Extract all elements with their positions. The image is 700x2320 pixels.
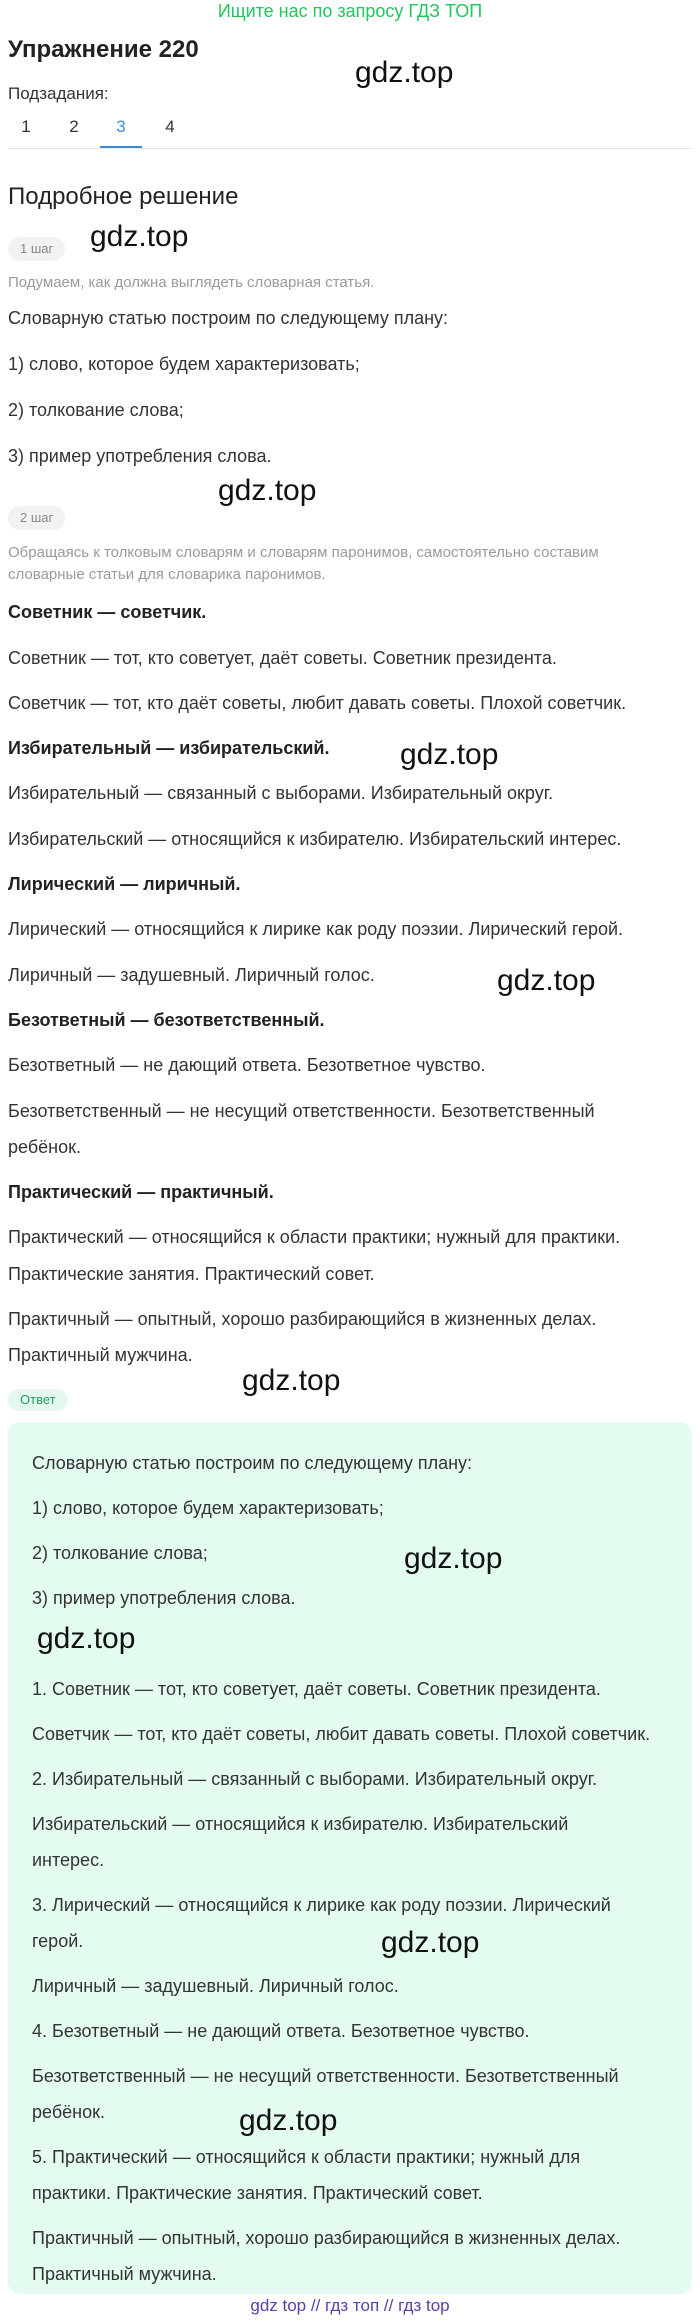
subtasks-label: Подзадания: — [8, 84, 109, 103]
pair-definition: Безответственный — не несущий ответственности. Безответственный — [8, 1101, 595, 1121]
answer-line: Советчик — тот, кто даёт советы, любит давать советы. Плохой советчик. — [32, 1724, 651, 1744]
tab-4[interactable]: 4 — [165, 117, 175, 136]
pair-definition: Избирательный — связанный с выборами. Избирательный округ. — [8, 783, 554, 803]
pair-definition: Практичный мужчина. — [8, 1345, 193, 1365]
watermark: gdz.top — [381, 1926, 480, 1959]
step-1-line: Словарную статью построим по следующему плану: — [8, 308, 449, 328]
watermark: gdz.top — [218, 474, 317, 507]
watermark: gdz.top — [497, 964, 596, 997]
answer-line: 2. Избирательный — связанный с выборами. Избирательный округ. — [32, 1769, 598, 1789]
step-1-line: 1) слово, которое будем характеризовать; — [8, 354, 360, 374]
pair-definition: Практический — относящийся к области практики; нужный для практики. — [8, 1227, 621, 1247]
pair-definition: Советчик — тот, кто даёт советы, любит давать советы. Плохой советчик. — [8, 693, 627, 713]
step-1-hint: Подумаем, как должна выглядеть словарная статья. — [8, 274, 375, 291]
footer-link[interactable]: гдз top — [398, 2296, 450, 2315]
watermark: gdz.top — [37, 1622, 136, 1655]
tab-2[interactable]: 2 — [69, 117, 79, 136]
watermark: gdz.top — [239, 2104, 338, 2137]
pair-definition: Лирический — относящийся к лирике как роду поэзии. Лирический герой. — [8, 919, 624, 939]
answer-line: 1) слово, которое будем характеризовать; — [32, 1498, 384, 1518]
tab-1[interactable]: 1 — [21, 117, 31, 136]
answer-line: 2) толкование слова; — [32, 1543, 208, 1563]
pair-heading: Безответный — безответственный. — [8, 1010, 325, 1030]
pair-definition: Безответный — не дающий ответа. Безответное чувство. — [8, 1055, 486, 1075]
answer-line: Избирательский — относящийся к избирателю. Избирательский — [32, 1814, 569, 1834]
footer-links — [0, 2296, 700, 2316]
answer-line: Безответственный — не несущий ответственности. Безответственный — [32, 2066, 619, 2086]
pair-definition: ребёнок. — [8, 1137, 81, 1157]
answer-line: Практичный — опытный, хорошо разбирающийся в жизненных делах. — [32, 2228, 621, 2248]
page-title: Упражнение 220 — [8, 36, 199, 63]
watermark: gdz.top — [404, 1542, 503, 1575]
answer-line: 5. Практический — относящийся к области практики; нужный для — [32, 2147, 581, 2167]
answer-badge: Ответ — [8, 1389, 68, 1411]
pair-definition: Советник — тот, кто советует, даёт советы. Советник президента. — [8, 648, 557, 668]
step-1-line: 3) пример употребления слова. — [8, 446, 272, 466]
pair-heading: Избирательный — избирательский. — [8, 738, 330, 758]
step-1-line: 2) толкование слова; — [8, 400, 184, 420]
pair-heading: Практический — практичный. — [8, 1182, 274, 1202]
answer-line: практики. Практические занятия. Практический совет. — [32, 2183, 483, 2203]
step-2-hint: Обращаясь к толковым словарям и словарям паронимов, самостоятельно составим — [8, 544, 599, 561]
pair-definition: Практические занятия. Практический совет. — [8, 1264, 375, 1284]
answer-line: Практичный мужчина. — [32, 2264, 217, 2284]
watermark: gdz.top — [355, 56, 454, 89]
pair-heading: Лирический — лиричный. — [8, 874, 241, 894]
pair-definition: Лиричный — задушевный. Лиричный голос. — [8, 965, 375, 985]
step-1-badge: 1 шаг — [8, 237, 65, 261]
footer-separator: // — [310, 2296, 321, 2315]
pair-heading: Советник — советчик. — [8, 602, 207, 622]
answer-line: 3. Лирический — относящийся к лирике как роду поэзии. Лирический — [32, 1895, 611, 1915]
answer-line: Словарную статью построим по следующему плану: — [32, 1453, 473, 1473]
pair-definition: Избирательский — относящийся к избирателю. Избирательский интерес. — [8, 829, 622, 849]
answer-line: Лиричный — задушевный. Лиричный голос. — [32, 1976, 399, 1996]
answer-line: 1. Советник — тот, кто советует, даёт советы. Советник президента. — [32, 1679, 601, 1699]
pair-definition: Практичный — опытный, хорошо разбирающийся в жизненных делах. — [8, 1309, 597, 1329]
step-2-hint: словарные статьи для словарика паронимов. — [8, 566, 326, 583]
footer-link[interactable]: gdz top — [250, 2296, 307, 2315]
footer-link[interactable]: гдз топ — [325, 2296, 380, 2315]
tab-3[interactable]: 3 — [100, 112, 142, 148]
answer-line: герой. — [32, 1931, 84, 1951]
watermark: gdz.top — [400, 738, 499, 771]
answer-line: 4. Безответный — не дающий ответа. Безответное чувство. — [32, 2021, 530, 2041]
top-banner: Ищите нас по запросу ГДЗ ТОП — [217, 1, 483, 21]
watermark: gdz.top — [90, 220, 189, 253]
solution-title: Подробное решение — [8, 183, 239, 210]
answer-line: ребёнок. — [32, 2102, 105, 2122]
step-2-badge: 2 шаг — [8, 506, 65, 530]
watermark: gdz.top — [242, 1364, 341, 1397]
answer-line: интерес. — [32, 1850, 105, 1870]
subtask-tabs — [8, 112, 692, 149]
answer-line: 3) пример употребления слова. — [32, 1588, 296, 1608]
footer-separator: // — [383, 2296, 394, 2315]
